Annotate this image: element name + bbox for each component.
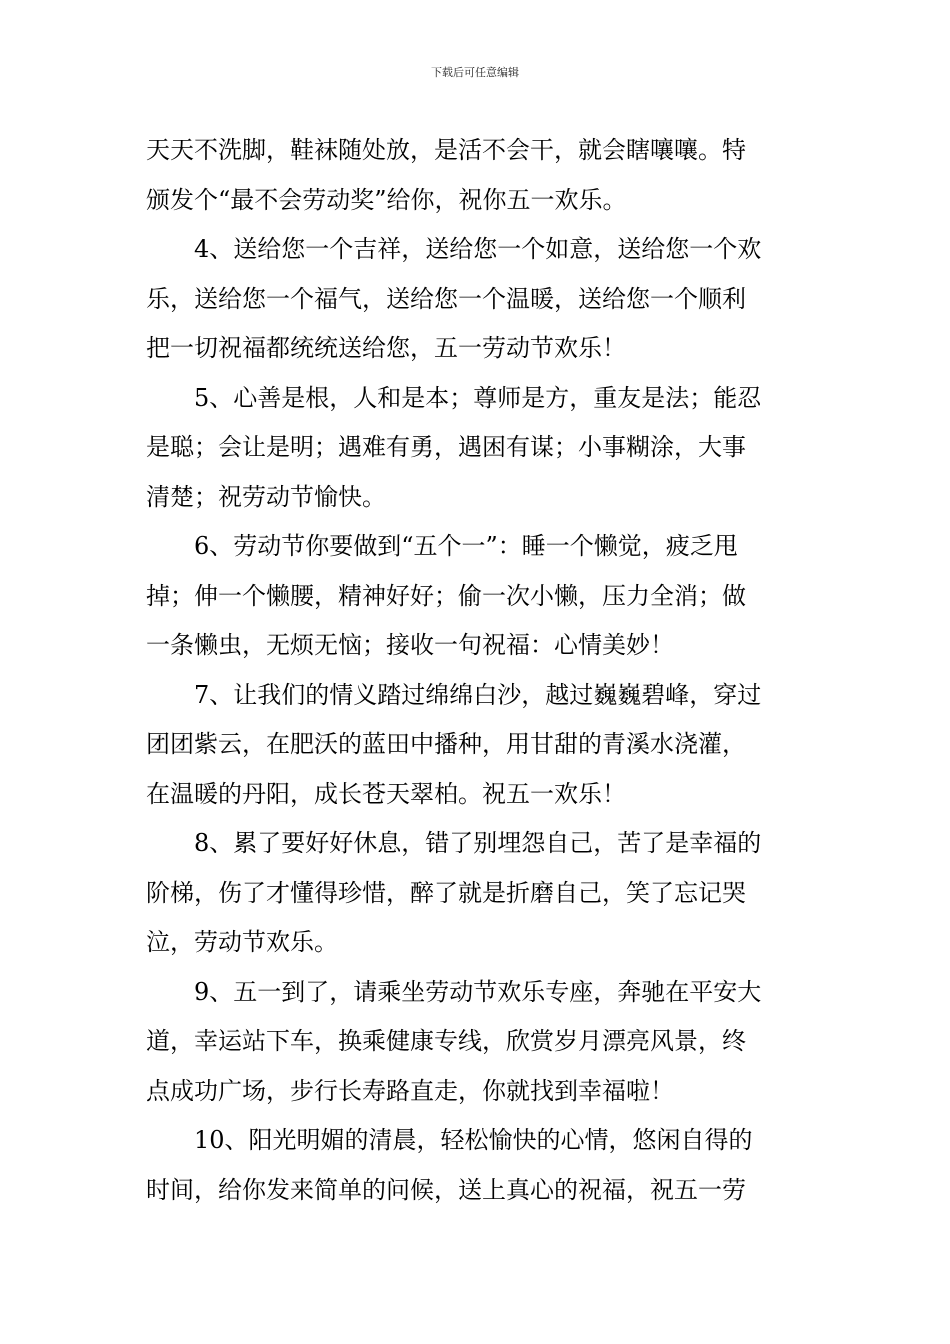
paragraph	[146, 374, 806, 523]
text-line: 团团紫云，在肥沃的蓝田中播种，用甘甜的青溪水浇灌，	[146, 730, 746, 758]
text-line: 掉；伸一个懒腰，精神好好；偷一次小懒，压力全消；做	[146, 581, 746, 610]
page-header: 下载后可任意编辑	[431, 66, 519, 79]
paragraph	[146, 1116, 806, 1215]
text-line: 点成功广场，步行长寿路直走，你就找到幸福啦！	[146, 1076, 674, 1105]
paragraph	[146, 522, 806, 671]
text-line: 一条懒虫，无烦无恼；接收一句祝福：心情美妙！	[146, 631, 674, 659]
text-line: 泣，劳动节欢乐。	[146, 928, 338, 956]
text-line: 10、阳光明媚的清晨，轻松愉快的心情，悠闲自得的	[194, 1126, 753, 1154]
text-line: 是聪；会让是明；遇难有勇，遇困有谋；小事糊涂，大事	[146, 433, 746, 461]
paragraph	[146, 225, 806, 374]
paragraph	[146, 126, 806, 225]
text-line: 5、心善是根，人和是本；尊师是方，重友是法；能忍	[194, 383, 762, 412]
text-line: 6、劳动节你要做到“五个一”：睡一个懒觉，疲乏甩	[194, 532, 738, 560]
text-line: 7、让我们的情义踏过绵绵白沙，越过巍巍碧峰，穿过	[194, 680, 762, 709]
document-body	[146, 126, 806, 1215]
text-line: 8、累了要好好休息，错了别埋怨自己，苦了是幸福的	[194, 829, 762, 857]
text-line: 颁发个“最不会劳动奖”给你，祝你五一欢乐。	[146, 185, 627, 214]
text-line: 9、五一到了，请乘坐劳动节欢乐专座，奔驰在平安大	[194, 977, 762, 1006]
text-line: 在温暖的丹阳，成长苍天翠柏。祝五一欢乐！	[146, 779, 626, 808]
text-line: 4、送给您一个吉祥，送给您一个如意，送给您一个欢	[194, 235, 762, 263]
text-line: 道，幸运站下车，换乘健康专线，欣赏岁月漂亮风景，终	[146, 1027, 746, 1055]
paragraph	[146, 671, 806, 820]
text-line: 清楚；祝劳动节愉快。	[146, 482, 386, 511]
text-line: 乐，送给您一个福气，送给您一个温暖，送给您一个顺利	[146, 284, 746, 313]
text-line: 天天不洗脚，鞋袜随处放，是活不会干，就会瞎嚷嚷。特	[146, 136, 746, 164]
paragraph	[146, 819, 806, 968]
text-line: 时间，给你发来简单的问候，送上真心的祝福，祝五一劳	[146, 1175, 746, 1204]
text-line: 阶梯，伤了才懂得珍惜，醉了就是折磨自己，笑了忘记哭	[146, 878, 746, 907]
paragraph	[146, 968, 806, 1117]
text-line: 把一切祝福都统统送给您，五一劳动节欢乐！	[146, 334, 626, 362]
